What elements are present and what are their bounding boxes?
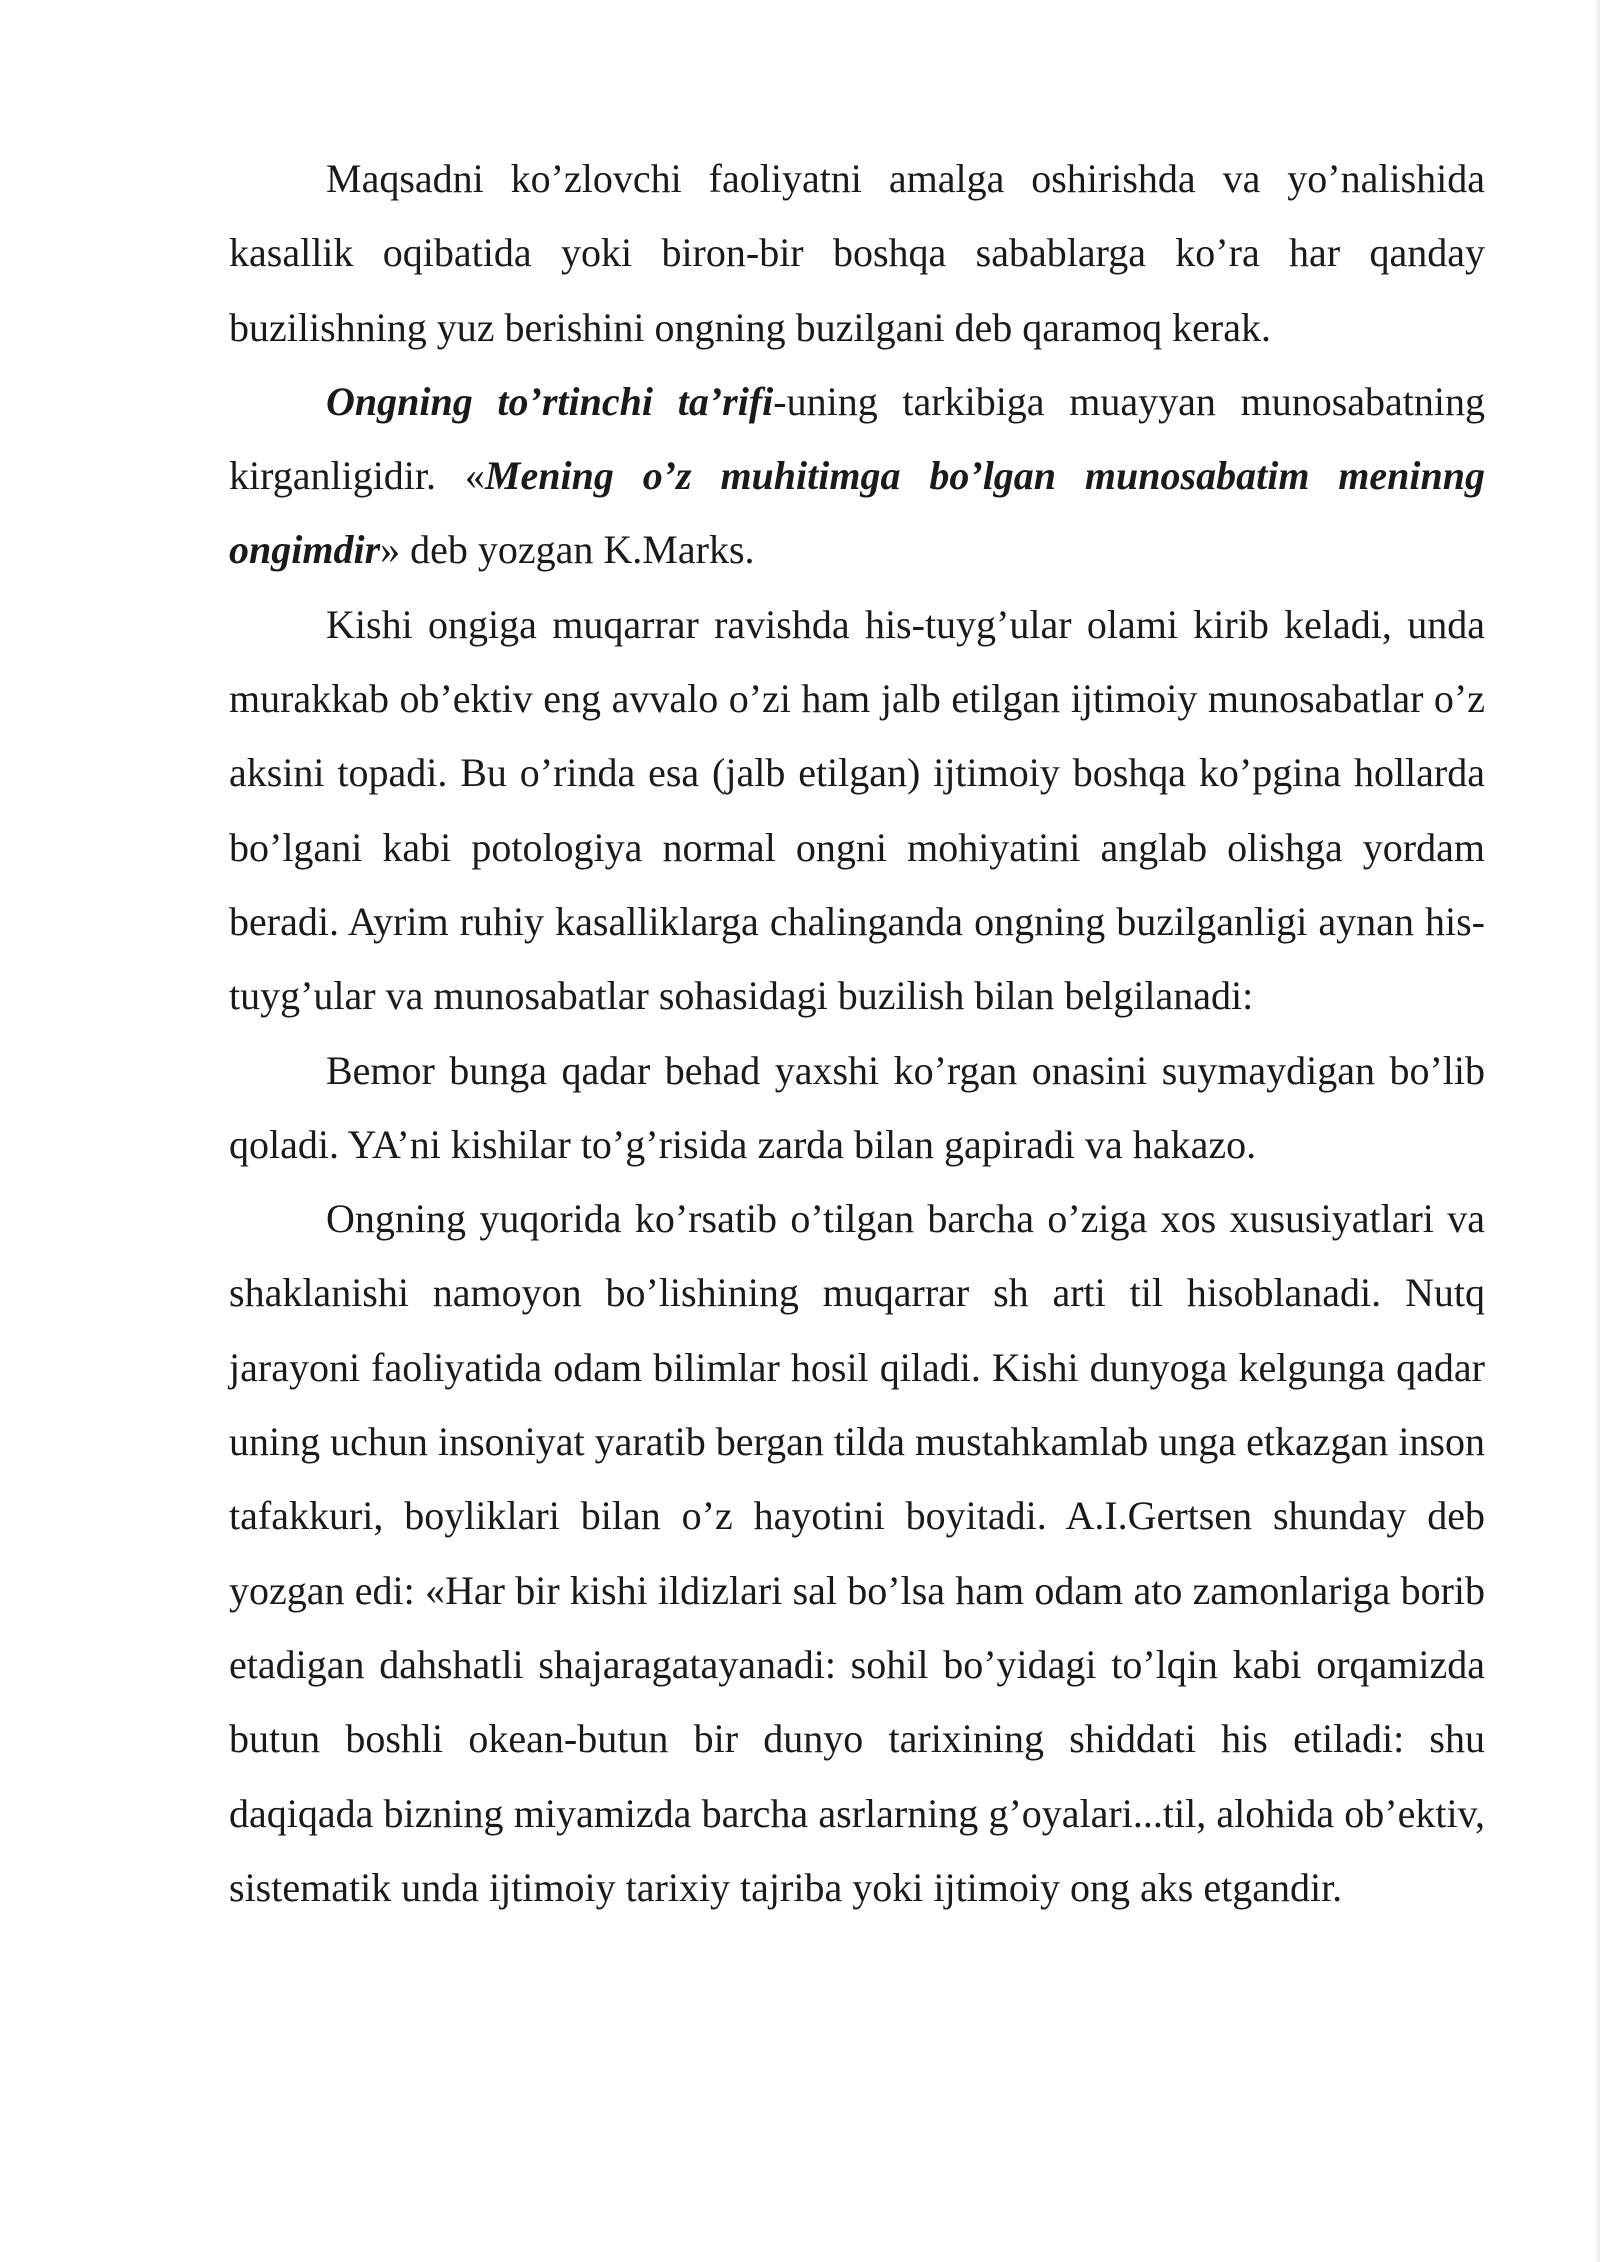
definition-term: Ongning to’rtinchi ta’rifi bbox=[326, 378, 774, 424]
document-body bbox=[229, 142, 1485, 1925]
paragraph-3: Kishi ongiga muqarrar ravishda his-tuyg’ular olami kirib keladi, unda murakkab ob’ektiv eng avvalo o’zi ham jalb etilgan ijtimoiy munosabatlar o’z aksini topadi. Bu o’rinda esa (jalb etilgan) ijtimoiy boshqa ko’pgina hollarda bo’lgani kabi potologiya normal ongni mohiyatini anglab olishga yordam beradi. Ayrim ruhiy kasalliklarga chalinganda ongning buzilganligi aynan his-tuyg’ular va munosabatlar sohasidagi buzilish bilan belgilanadi: bbox=[229, 601, 1485, 1019]
page-edge-shadow bbox=[1594, 0, 1600, 2262]
marx-quote: Mening o’z muhitimga bo’lgan munosabatim meninng ongimdir bbox=[229, 453, 1486, 573]
paragraph-2 bbox=[229, 365, 1485, 588]
paragraph-2-text-b: » deb yozgan K.Marks. bbox=[380, 527, 755, 573]
paragraph-4: Bemor bunga qadar behad yaxshi ko’rgan onasini suymaydigan bo’lib qoladi. YA’ni kishilar to’g’risida zarda bilan gapiradi va hakazo. bbox=[229, 1047, 1485, 1167]
paragraph-1: Maqsadni ko’zlovchi faoliyatni amalga oshirishda va yo’nalishida kasallik oqibatida yoki biron-bir boshqa sabablarga ko’ra har qanday buzilishning yuz berishini ongning buzilgani deb qaramoq kerak. bbox=[229, 156, 1485, 350]
paragraph-2-text-a: -uning tarkibiga muayyan munosabatning kirganligidir. « bbox=[229, 378, 1485, 499]
paragraph-5: Ongning yuqorida ko’rsatib o’tilgan barcha o’ziga xos xususiyatlari va shaklanishi namoyon bo’lishining muqarrar sh arti til hisoblanadi. Nutq jarayoni faoliyatida odam bilimlar hosil qiladi. Kishi dunyoga kelgunga qadar uning uchun insoniyat yaratib bergan tilda mustahkamlab unga etkazgan inson tafakkuri, boyliklari bilan o’z hayotini boyitadi. A.I.Gertsen shunday deb yozgan edi: «Har bir kishi ildizlari sal bo’lsa ham odam ato zamonlariga borib etadigan dahshatli shajaragatayanadi: sohil bo’yidagi to’lqin kabi orqamizda butun boshli okean-butun bir dunyo tarixining shiddati his etiladi: shu daqiqada bizning miyamizda barcha asrlarning g’oyalari...til, alohida ob’ektiv, sistematik unda ijtimoiy tarixiy tajriba yoki ijtimoiy ong aks etgandir. bbox=[229, 1196, 1485, 1910]
